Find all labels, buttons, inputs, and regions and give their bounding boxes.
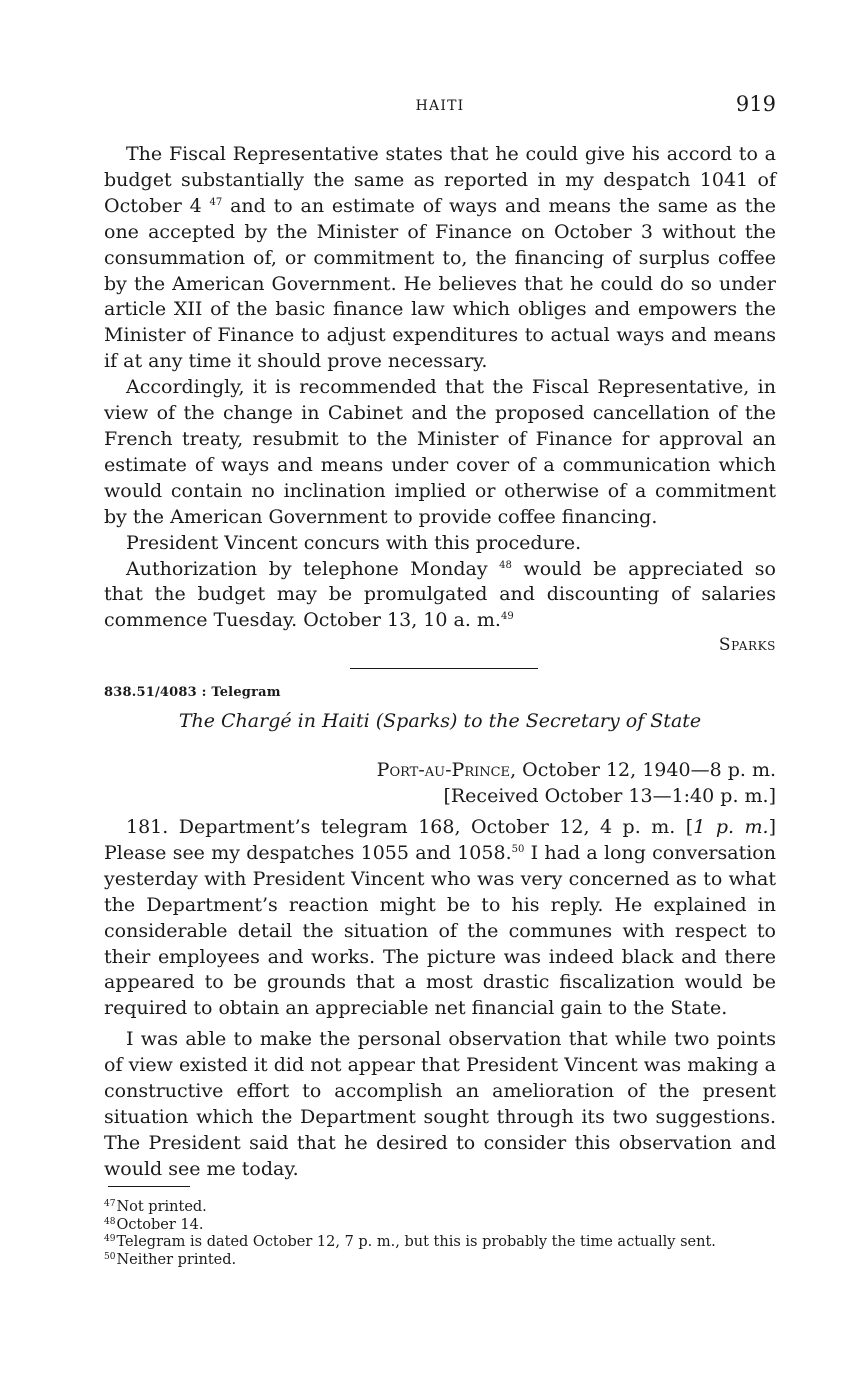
- page-number: 919: [735, 92, 776, 116]
- signature: Sparks: [718, 635, 776, 655]
- running-head: HAITI: [415, 98, 465, 114]
- paragraph-telegram-181: 181. Department’s telegram 168, October 12, 4 p. m. [1 p. m.] Please see my despatches 1055 and 1058.50 I had a long conversation yesterday with President Vincent who was very concerned as to what the Department’s reaction might be to his reply. He explained in considerable detail the situation of the communes with respect to their employees and works. The picture was indeed black and there appeared to be grounds that a most drastic fiscalization would be required to obtain an appreciable net financial gain to the State.: [104, 816, 776, 1020]
- page-header: [104, 92, 776, 122]
- received-line: [Received October 13—1:40 p. m.]: [443, 785, 776, 807]
- footnote-ref-48: 48: [499, 559, 512, 571]
- footnotes: [104, 1199, 776, 1269]
- paragraph-observation: I was able to make the personal observation that while two points of view existed it did not appear that President Vincent was making a constructive effort to accomplish an amelioration of the present situation which the Department sought through its two suggestions. The President said that he desired to consider this observation and would see me today.: [104, 1028, 776, 1180]
- footnote: $^{49}$Telegram is dated October 12, 7 p. m., but this is probably the time actually sent.: [104, 1234, 716, 1250]
- dateline-place: Port-au-Prince: [376, 759, 511, 781]
- paragraph-concurrence: President Vincent concurs with this procedure.: [126, 531, 582, 554]
- section-divider: [350, 668, 538, 669]
- dateline: [104, 758, 776, 784]
- document-title: The Chargé in Haiti (Sparks) to the Secretary of State: [178, 710, 702, 732]
- footnote: $^{47}$Not printed.: [104, 1199, 207, 1215]
- paragraph-fiscal-representative: The Fiscal Representative states that he could give his accord to a budget substantially the same as reported in my despatch 1041 of October 4 $^{47}$ and to an estimate of ways and means the same as the one accepted by the Minister of Finance on October 3 without the consummation of, or commitment to, the financing of surplus coffee by the American Government. He believes that he could do so under article XII of the basic finance law which obliges and empowers the Minister of Finance to adjust expenditures to actual ways and means if at any time it should prove necessary.: [104, 143, 776, 373]
- dateline-date: , October 12, 1940—8 p. m.: [510, 759, 776, 781]
- section-one-text: [104, 142, 776, 634]
- footnote-ref-50: 50: [511, 843, 525, 855]
- footnote-ref-47: 47: [209, 196, 223, 208]
- paragraph-authorization: Authorization by telephone Monday $^{48}$ would be appreciated so that the budget may be promulgated and discounting of salaries commence Tuesday. October 13, 10 a. m.$^{49}$: [104, 557, 776, 632]
- footnote-divider: [108, 1186, 190, 1187]
- footnote: $^{50}$Neither printed.: [104, 1251, 237, 1268]
- footnote: $^{48}$October 14.: [104, 1216, 204, 1233]
- footnote-ref-49: 49: [500, 611, 514, 623]
- section-two-text: [104, 815, 776, 1183]
- paragraph-recommendation: Accordingly, it is recommended that the Fiscal Representative, in view of the change in Cabinet and the proposed cancellation of the French treaty, resubmit to the Minister of Finance for approval an estimate of ways and means under cover of a communication which would contain no inclination implied or otherwise of a commitment by the American Government to provide coffee financing.: [104, 376, 776, 528]
- document-reference: 838.51/4083 : Telegram: [104, 685, 281, 700]
